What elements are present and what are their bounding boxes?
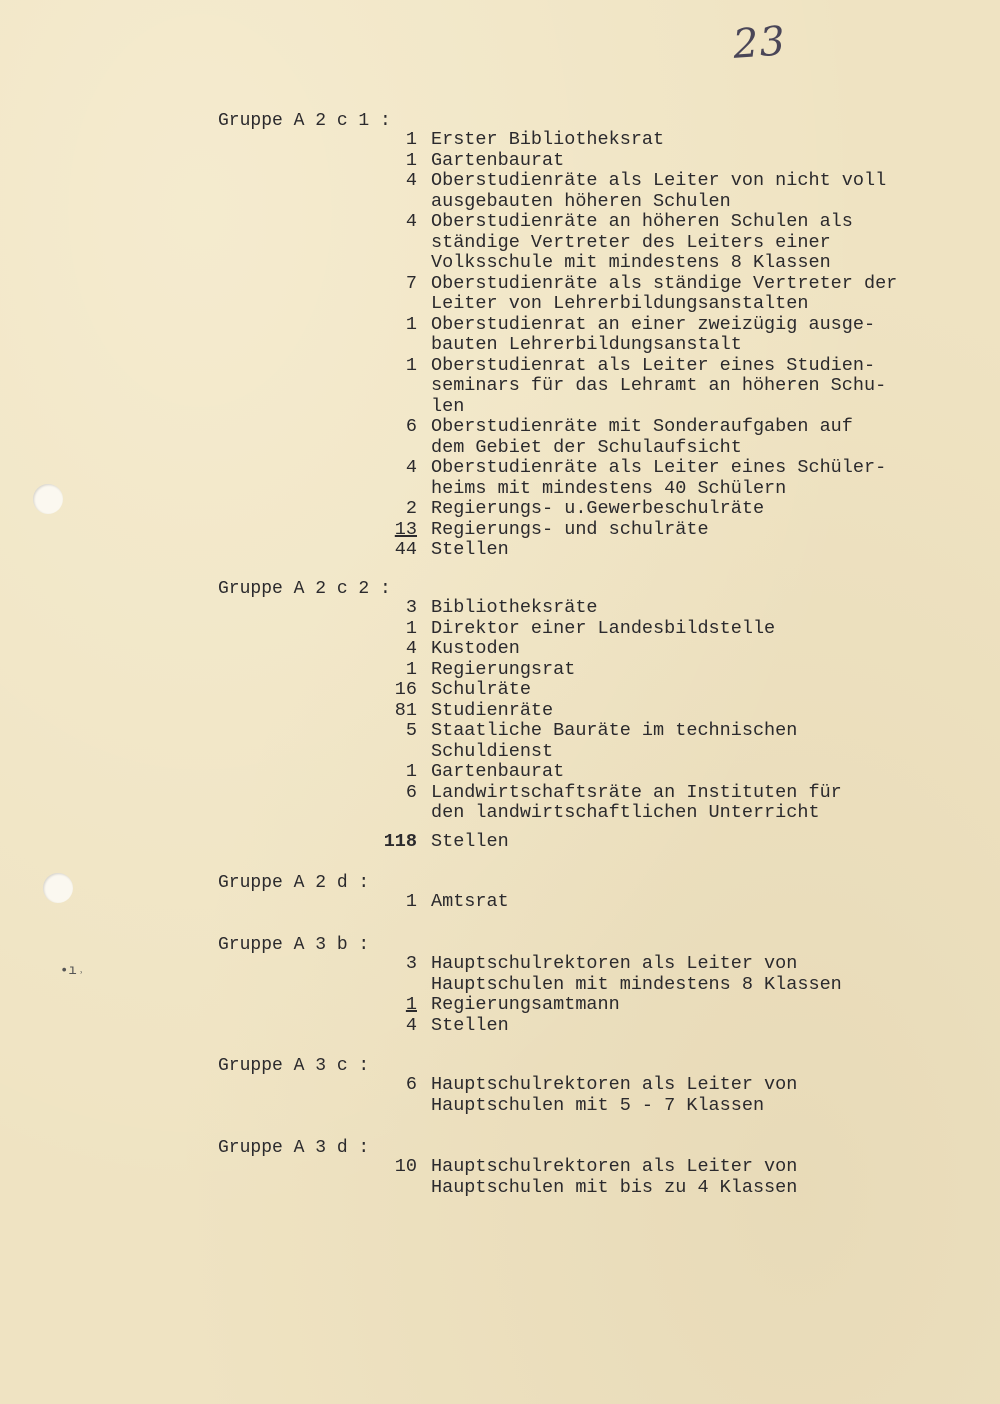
entry-count: 1 xyxy=(405,994,417,1015)
entry-text: Staatliche Bauräte im technischen xyxy=(431,720,798,741)
group-title: Gruppe A 3 c : xyxy=(218,1056,370,1076)
entry-text: Hauptschulen mit 5 - 7 Klassen xyxy=(431,1094,765,1116)
list-item xyxy=(0,417,1000,438)
entry-text: Hauptschulrektoren als Leiter von xyxy=(431,953,798,974)
entry-count: 7 xyxy=(405,272,417,294)
entry-count: 4 xyxy=(405,170,417,191)
list-item xyxy=(0,1178,1000,1199)
entry-count: 6 xyxy=(405,781,417,803)
list-item xyxy=(0,253,1000,274)
list-item xyxy=(0,892,1000,913)
entry-text: Oberstudienräte mit Sonderaufgaben auf xyxy=(431,416,853,437)
list-item xyxy=(0,212,1000,233)
entry-count: 118 xyxy=(383,831,417,852)
list-item xyxy=(0,762,1000,783)
entry-count: 4 xyxy=(405,638,417,659)
entry-count: 1 xyxy=(405,658,417,680)
margin-mark: •ı˒ xyxy=(60,963,86,979)
entry-count: 6 xyxy=(405,416,417,437)
group-title: Gruppe A 2 d : xyxy=(218,873,370,893)
entry-count: 3 xyxy=(405,953,417,974)
entry-count: 13 xyxy=(394,518,417,540)
list-item xyxy=(0,335,1000,356)
entry-count: 81 xyxy=(394,699,417,721)
entry-text: dem Gebiet der Schulaufsicht xyxy=(431,436,742,458)
list-item xyxy=(0,783,1000,804)
entry-text: heims mit mindestens 40 Schülern xyxy=(431,477,787,499)
entry-text: Regierungs- u.Gewerbeschulräte xyxy=(431,498,765,519)
entry-text: ständige Vertreter des Leiters einer xyxy=(431,231,831,253)
list-item xyxy=(0,376,1000,397)
group-title: Gruppe A 3 b : xyxy=(218,935,370,955)
list-item xyxy=(0,660,1000,681)
entry-count: 1 xyxy=(405,891,417,912)
entry-text: Landwirtschaftsräte an Instituten für xyxy=(431,781,842,803)
list-item xyxy=(0,721,1000,742)
entry-text: Stellen xyxy=(431,1014,509,1036)
entry-text: Gartenbaurat xyxy=(431,761,565,782)
entry-count: 1 xyxy=(405,617,417,639)
entry-count: 6 xyxy=(405,1074,417,1095)
group-title: Gruppe A 2 c 2 : xyxy=(218,579,391,599)
entry-text: Oberstudienräte als Leiter von nicht voll xyxy=(431,170,887,191)
entry-count: 1 xyxy=(405,761,417,782)
entry-text: Stellen xyxy=(431,831,509,852)
entry-text: Oberstudienräte an höheren Schulen als xyxy=(431,211,853,232)
list-item xyxy=(0,1016,1000,1037)
list-item xyxy=(0,701,1000,722)
list-item xyxy=(0,356,1000,377)
list-item xyxy=(0,742,1000,763)
list-item xyxy=(0,274,1000,295)
group-title: Gruppe A 3 d : xyxy=(218,1138,370,1158)
entry-count: 16 xyxy=(394,679,417,700)
entry-count: 3 xyxy=(405,597,417,618)
entry-text: Regierungsamtmann xyxy=(431,994,620,1015)
list-item xyxy=(0,1096,1000,1117)
entry-text: den landwirtschaftlichen Unterricht xyxy=(431,802,820,823)
entry-text: Oberstudienrat als Leiter eines Studien- xyxy=(431,354,876,376)
list-item xyxy=(0,130,1000,151)
entry-text: seminars für das Lehramt an höheren Schu- xyxy=(431,375,887,396)
entry-text: Hauptschulen mit mindestens 8 Klassen xyxy=(431,973,842,995)
entry-text: bauten Lehrerbildungsanstalt xyxy=(431,334,742,355)
list-item xyxy=(0,1075,1000,1096)
entry-text: ausgebauten höheren Schulen xyxy=(431,190,731,212)
entry-count: 10 xyxy=(394,1156,417,1177)
list-item xyxy=(0,639,1000,660)
list-item xyxy=(0,192,1000,213)
entry-text: Volksschule mit mindestens 8 Klassen xyxy=(431,252,831,273)
list-item xyxy=(0,540,1000,561)
list-item xyxy=(0,954,1000,975)
list-item xyxy=(0,397,1000,418)
entry-text: Leiter von Lehrerbildungsanstalten xyxy=(431,293,809,314)
entry-text: Oberstudienrat an einer zweizügig ausge- xyxy=(431,313,876,335)
entry-text: Gartenbaurat xyxy=(431,149,565,171)
list-item xyxy=(0,520,1000,541)
list-item xyxy=(0,171,1000,192)
page-number: 23 xyxy=(731,18,788,68)
list-item xyxy=(0,803,1000,824)
entry-text: Schuldienst xyxy=(431,740,554,762)
entry-text: Oberstudienräte als ständige Vertreter der xyxy=(431,272,898,294)
entry-text: Hauptschulrektoren als Leiter von xyxy=(431,1074,798,1095)
entry-count: 4 xyxy=(405,211,417,232)
list-item-total xyxy=(0,832,1000,853)
entry-text: Erster Bibliotheksrat xyxy=(431,129,665,150)
entry-text: Studienräte xyxy=(431,699,554,721)
entry-text: Amtsrat xyxy=(431,891,509,912)
entry-text: Stellen xyxy=(431,539,509,560)
list-item xyxy=(0,294,1000,315)
group-title: Gruppe A 2 c 1 : xyxy=(218,111,391,131)
list-item xyxy=(0,438,1000,459)
entry-count: 4 xyxy=(405,457,417,478)
list-item xyxy=(0,975,1000,996)
entry-count: 1 xyxy=(405,129,417,150)
entry-text: Regierungs- und schulräte xyxy=(431,518,709,540)
entry-text: Kustoden xyxy=(431,638,520,659)
entry-text: len xyxy=(431,395,465,417)
entry-count: 1 xyxy=(405,149,417,171)
list-item xyxy=(0,479,1000,500)
entry-text: Oberstudienräte als Leiter eines Schüler- xyxy=(431,457,887,478)
list-item xyxy=(0,499,1000,520)
list-item xyxy=(0,233,1000,254)
list-item xyxy=(0,315,1000,336)
entry-count: 5 xyxy=(405,720,417,741)
entry-count: 44 xyxy=(394,539,417,560)
entry-text: Regierungsrat xyxy=(431,658,576,680)
entry-text: Hauptschulen mit bis zu 4 Klassen xyxy=(431,1176,798,1198)
entry-count: 4 xyxy=(405,1014,417,1036)
entry-count: 1 xyxy=(405,354,417,376)
entry-text: Direktor einer Landesbildstelle xyxy=(431,617,776,639)
entry-text: Schulräte xyxy=(431,679,531,700)
list-item xyxy=(0,680,1000,701)
entry-text: Bibliotheksräte xyxy=(431,597,598,618)
list-item xyxy=(0,619,1000,640)
entry-count: 1 xyxy=(405,313,417,335)
entry-text: Hauptschulrektoren als Leiter von xyxy=(431,1156,798,1177)
list-item xyxy=(0,598,1000,619)
entry-count: 2 xyxy=(405,498,417,519)
list-item xyxy=(0,1157,1000,1178)
list-item xyxy=(0,151,1000,172)
list-item xyxy=(0,995,1000,1016)
list-item xyxy=(0,458,1000,479)
